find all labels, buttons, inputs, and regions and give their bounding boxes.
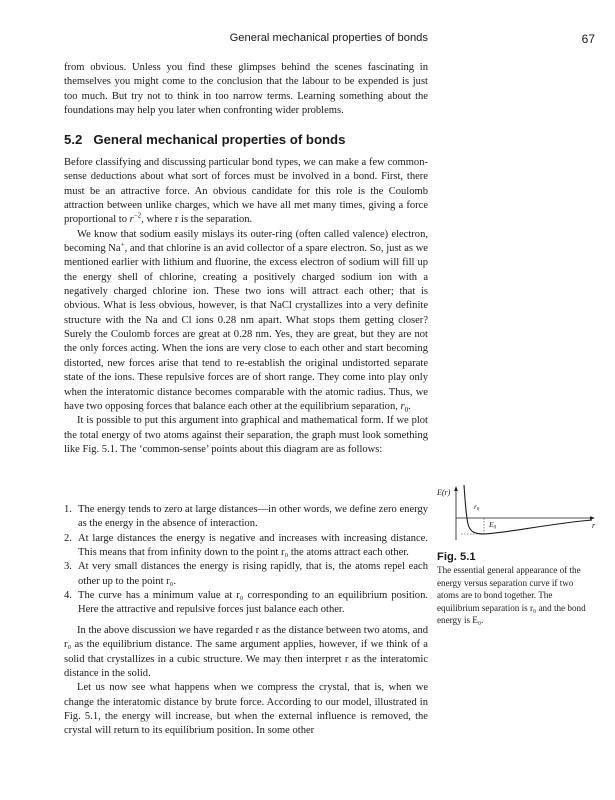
section-title: General mechanical properties of bonds (93, 132, 346, 147)
running-header (0, 32, 615, 48)
y-axis-label: E(r) (437, 488, 451, 497)
running-title: General mechanical properties of bonds (229, 32, 428, 44)
list-item: 2. At large distances the energy is negative and increases with increasing distance. This means that from infinity down to the point r₀ the atoms attract each other. (64, 532, 428, 559)
paragraph-1: Before classifying and discussing particular bond types, we can make a few common-sense deductions about what sort of forces must be involved in a bond. First, there must be an attractive force. An obvious candidate for this role is the Coulomb attraction between unlike charges, which we have all met many times, giving a force proportional to $r^{-2}$, where r is the separation. (64, 157, 428, 226)
section-heading (64, 132, 345, 147)
properties-list (64, 503, 428, 618)
caption-label: Fig. 5.1 (437, 551, 476, 563)
paragraph-3: It is possible to put this argument into graphical and mathematical form. If we plot the total energy of two atoms against their separation, the graph must look something like Fig. 5.1. The ‘common-sense’ points about this diagram are as follows: (64, 415, 428, 455)
paragraph-2: We know that sodium easily mislays its outer-ring (often called valence) electron, becoming Na+, and that chlorine is an avid collector of a spare electron. So, just as we mentioned earlier with lithium and fluorine, the excess electron of sodium will fill up the energy shell of chlorine, creating a positively charged sodium ion with a negatively charged chlorine ion. These two ions will attract each other; that is obvious. What is less obvious, however, is that NaCl crystallizes into a very definite structure with the Na and Cl ions 0.28 nm apart. What stops them getting closer? Surely the Coulomb forces are great at 0.28 nm. Yes, they are great, but they are not the only forces acting. When the ions are very close to each other and start becoming distorted, new forces arise that tend to re-establish the original undistorted separate state of the ions. These repulsive forces are of short range. They come into play only when the interatomic distance becomes comparable with the atomic radius. Thus, we have two opposing forces that balance each other at the equilibrium separation, $r_0$. (64, 228, 428, 414)
section-number: 5.2 (64, 132, 83, 147)
section-body (64, 156, 428, 457)
closing-body (64, 624, 428, 739)
paragraph-4: In the above discussion we have regarded r as the distance between two atoms, and r₀ as the equilibrium distance. The same argument applies, however, if we think of a solid that crystallizes in a cubic structure. We may then interpret r as the interatomic distance in the solid. (64, 625, 428, 680)
energy-curve-figure (437, 482, 597, 542)
r0-label: $r_0$ (474, 502, 480, 513)
list-item: 1. The energy tends to zero at large distances—in other words, we define zero energy as the energy in the absence of interaction. (64, 504, 428, 530)
intro-paragraph-block (64, 61, 428, 118)
list-item: 4. The curve has a minimum value at r₀ corresponding to an equilibrium position. Here the attractive and repulsive forces just balance each other. (64, 590, 428, 616)
page-number: 67 (581, 32, 595, 46)
paragraph-5: Let us now see what happens when we compress the crystal, that is, when we change the interatomic distance by brute force. According to our model, illustrated in Fig. 5.1, the energy will increase, but when the external influence is removed, the crystal will return to its equilibrium position. In some other (64, 682, 428, 737)
figure-caption (437, 550, 597, 627)
x-axis-label: r (592, 521, 596, 530)
x-axis-arrow (590, 516, 595, 520)
y-axis-arrow (454, 486, 458, 491)
energy-curve (464, 485, 592, 534)
list-item: 3. At very small distances the energy is rising rapidly, that is, the atoms repel each other up to the point r₀. (64, 561, 428, 587)
intro-paragraph: from obvious. Unless you find these glimpses behind the scenes fascinating in themselves you might come to the conclusion that the labour to be expended is just too much. But try not to think in too narrow terms. Learning something about the foundations may help you later when confronting wider problems. (64, 62, 428, 117)
caption-text: The essential general appearance of the energy versus separation curve if two atoms are to bond together. The equilibrium separation is r₀ and the bond energy is E₀. (437, 565, 586, 625)
e0-label: $E_0$ (489, 520, 497, 531)
